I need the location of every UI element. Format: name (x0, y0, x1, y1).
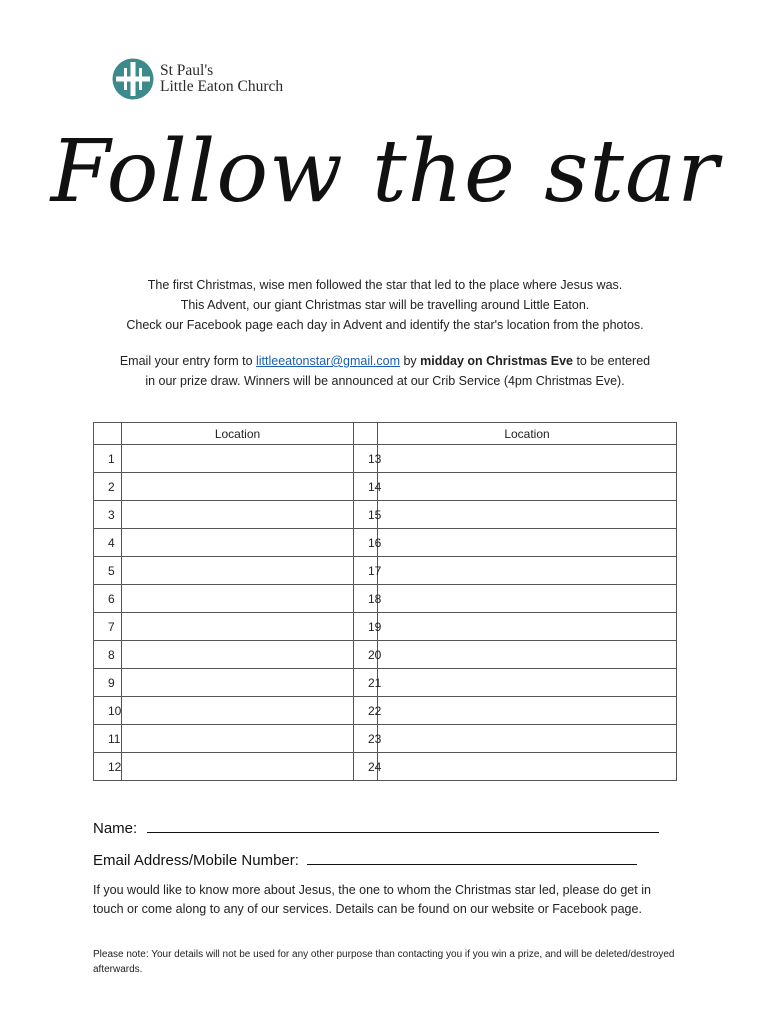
intro-line-2: This Advent, our giant Christmas star will be travelling around Little Eaton. (180, 298, 590, 312)
row-number-right: 22 (354, 697, 378, 725)
intro-text (60, 275, 710, 391)
table-row (94, 641, 677, 669)
location-cell-left[interactable] (122, 445, 354, 473)
row-number-right: 14 (354, 473, 378, 501)
name-label: Name: (93, 820, 138, 837)
location-cell-left[interactable] (122, 753, 354, 781)
email-instruction: Email your entry form to littleeatonstar@gmail.com by midday on Christmas Eve to be entered (119, 354, 651, 368)
location-cell-left[interactable] (122, 557, 354, 585)
location-cell-left[interactable] (122, 613, 354, 641)
table-row (94, 501, 677, 529)
email-link[interactable]: littleeatonstar@gmail.com (256, 354, 400, 368)
row-number-left: 1 (94, 445, 122, 473)
location-cell-left[interactable] (122, 585, 354, 613)
table-header-row (94, 423, 677, 445)
row-number-left: 9 (94, 669, 122, 697)
name-line[interactable] (147, 818, 659, 833)
row-number-left: 6 (94, 585, 122, 613)
table-row (94, 613, 677, 641)
table-row (94, 669, 677, 697)
row-number-left: 8 (94, 641, 122, 669)
row-number-right: 15 (354, 501, 378, 529)
contact-label: Email Address/Mobile Number: (93, 852, 299, 869)
row-number-right: 13 (354, 445, 378, 473)
logo-line-1: St Paul's (160, 62, 214, 79)
location-cell-right[interactable] (378, 473, 677, 501)
table-row (94, 529, 677, 557)
location-cell-left[interactable] (122, 697, 354, 725)
table-row (94, 473, 677, 501)
page-title: Follow the star (50, 122, 720, 222)
location-cell-right[interactable] (378, 697, 677, 725)
logo-text (160, 63, 283, 95)
table-row (94, 445, 677, 473)
location-table (93, 422, 677, 781)
table-row (94, 725, 677, 753)
row-number-right: 23 (354, 725, 378, 753)
location-cell-right[interactable] (378, 753, 677, 781)
location-cell-left[interactable] (122, 529, 354, 557)
location-cell-left[interactable] (122, 725, 354, 753)
location-cell-right[interactable] (378, 445, 677, 473)
more-info-text: If you would like to know more about Jesus, the one to whom the Christmas star led, please do get in touch or come along to any of our services. Details can be found on our website or Facebook page. (93, 883, 651, 916)
location-cell-left[interactable] (122, 473, 354, 501)
church-logo (112, 58, 283, 100)
intro-line-1: The first Christmas, wise men followed the star that led to the place where Jesus was. (147, 278, 623, 292)
location-cell-right[interactable] (378, 529, 677, 557)
logo-line-2: Little Eaton Church (160, 78, 284, 95)
row-number-left: 5 (94, 557, 122, 585)
table-row (94, 753, 677, 781)
row-number-left: 11 (94, 725, 122, 753)
name-field[interactable] (93, 818, 659, 837)
row-number-left: 4 (94, 529, 122, 557)
table-row (94, 557, 677, 585)
location-cell-right[interactable] (378, 557, 677, 585)
row-number-left: 10 (94, 697, 122, 725)
header-location-left: Location (122, 423, 354, 445)
privacy-note: Please note: Your details will not be used for any other purpose than contacting you if you win a prize, and will be deleted/destroyed afterwards. (93, 949, 675, 975)
location-cell-right[interactable] (378, 501, 677, 529)
location-cell-left[interactable] (122, 641, 354, 669)
row-number-right: 24 (354, 753, 378, 781)
row-number-right: 18 (354, 585, 378, 613)
location-cell-right[interactable] (378, 669, 677, 697)
row-number-right: 16 (354, 529, 378, 557)
intro-line-5: in our prize draw. Winners will be announced at our Crib Service (4pm Christmas Eve). (145, 374, 625, 388)
location-cell-left[interactable] (122, 669, 354, 697)
row-number-right: 21 (354, 669, 378, 697)
location-cell-right[interactable] (378, 613, 677, 641)
header-location-right: Location (378, 423, 677, 445)
row-number-right: 20 (354, 641, 378, 669)
cross-circle-icon (112, 58, 154, 100)
deadline-text: midday on Christmas Eve (420, 354, 573, 368)
contact-line[interactable] (307, 850, 637, 865)
row-number-left: 3 (94, 501, 122, 529)
table-row (94, 585, 677, 613)
location-cell-left[interactable] (122, 501, 354, 529)
row-number-left: 2 (94, 473, 122, 501)
row-number-left: 12 (94, 753, 122, 781)
contact-field[interactable] (93, 850, 637, 869)
row-number-left: 7 (94, 613, 122, 641)
intro-line-3: Check our Facebook page each day in Advent and identify the star's location from the photos. (126, 318, 644, 332)
location-cell-right[interactable] (378, 725, 677, 753)
row-number-right: 19 (354, 613, 378, 641)
table-row (94, 697, 677, 725)
row-number-right: 17 (354, 557, 378, 585)
location-cell-right[interactable] (378, 585, 677, 613)
location-cell-right[interactable] (378, 641, 677, 669)
